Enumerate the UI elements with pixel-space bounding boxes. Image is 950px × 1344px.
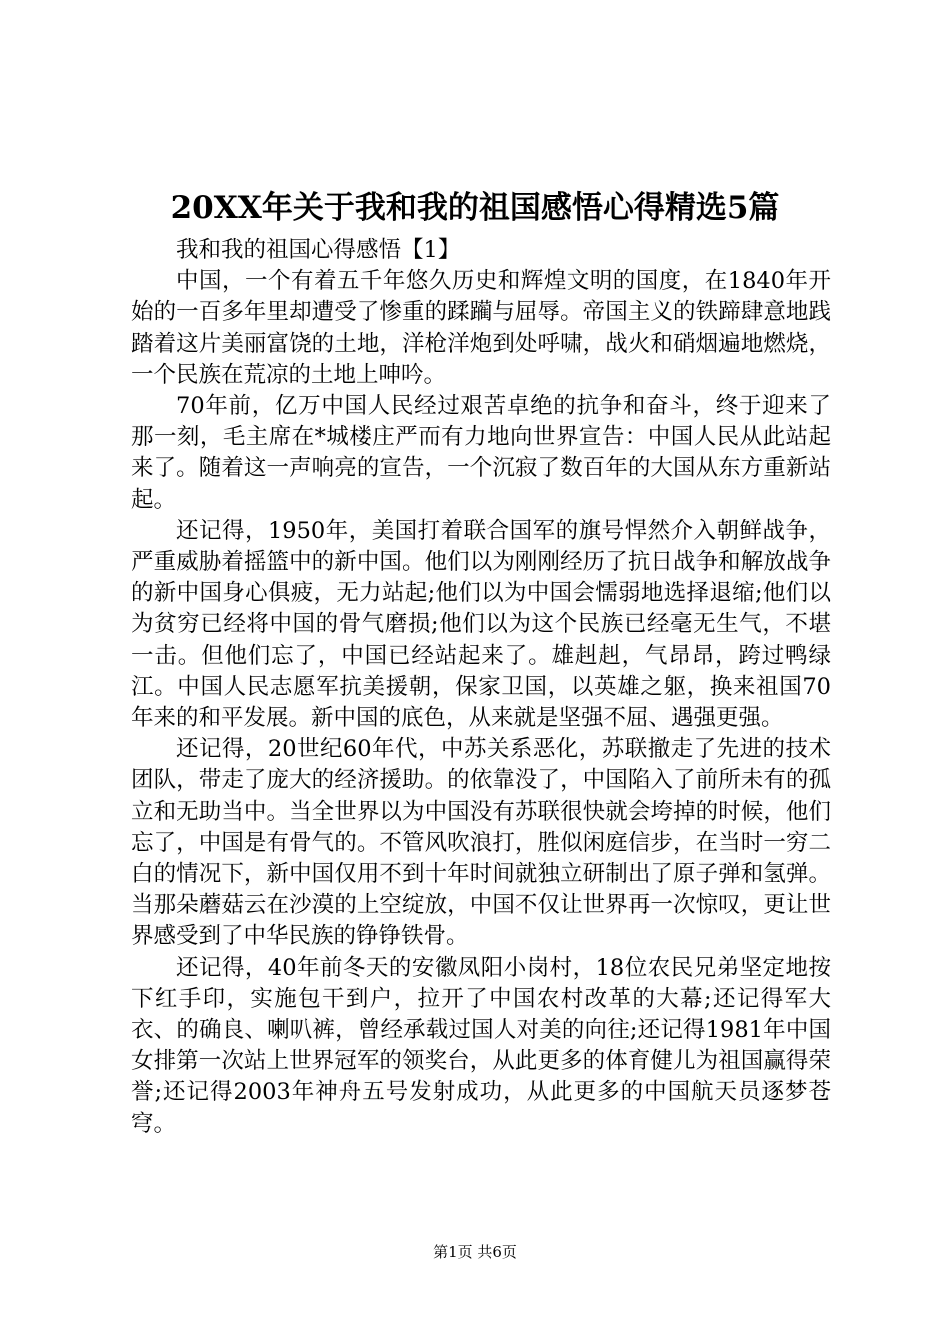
paragraph: 还记得，20世纪60年代，中苏关系恶化，苏联撤走了先进的技术团队，带走了庞大的经济援助。的依靠没了，中国陷入了前所未有的孤立和无助当中。当全世界以为中国没有苏联很快就会垮掉的时候，他们忘了，中国是有骨气的。不管风吹浪打，胜似闲庭信步，在当时一穷二白的情况下，新中国仅用不到十年时间就独立研制出了原子弹和氢弹。当那朵蘑菇云在沙漠的上空绽放，中国不仅让世界再一次惊叹，更让世界感受到了中华民族的铮铮铁骨。 [131, 736, 831, 950]
paragraph: 还记得，1950年，美国打着联合国军的旗号悍然介入朝鲜战争，严重威胁着摇篮中的新中国。他们以为刚刚经历了抗日战争和解放战争的新中国身心俱疲，无力站起;他们以为中国会懦弱地选择退缩;他们以为贫穷已经将中国的骨气磨损;他们以为这个民族已经毫无生气，不堪一击。但他们忘了，中国已经站起来了。雄赳赳，气昂昂，跨过鸭绿江。中国人民志愿军抗美援朝，保家卫国，以英雄之躯，换来祖国70年来的和平发展。新中国的底色，从来就是坚强不屈、遇强更强。 [131, 517, 831, 732]
paragraph: 还记得，40年前冬天的安徽凤阳小岗村，18位农民兄弟坚定地按下红手印，实施包干到户，拉开了中国农村改革的大幕;还记得军大衣、的确良、喇叭裤，曾经承载过国人对美的向往;还记得1981年中国女排第一次站上世界冠军的领奖台，从此更多的体育健儿为祖国赢得荣誉;还记得2003年神舟五号发射成功，从此更多的中国航天员逐梦苍穹。 [131, 954, 831, 1137]
document-body [131, 235, 831, 1140]
page-number-footer: 第1页 共6页 [433, 1243, 517, 1261]
section-heading: 我和我的祖国心得感悟【1】 [176, 237, 461, 263]
document-title: 20XX年关于我和我的祖国感悟心得精选5篇 [170, 190, 780, 226]
paragraph: 70年前，亿万中国人民经过艰苦卓绝的抗争和奋斗，终于迎来了那一刻，毛主席在*城楼庄严而有力地向世界宣告：中国人民从此站起来了。随着这一声响亮的宣告，一个沉寂了数百年的大国从东方重新站起。 [131, 393, 831, 513]
paragraph: 中国，一个有着五千年悠久历史和辉煌文明的国度，在1840年开始的一百多年里却遭受了惨重的蹂躏与屈辱。帝国主义的铁蹄肆意地践踏着这片美丽富饶的土地，洋枪洋炮到处呼啸，战火和硝烟遍地燃烧，一个民族在荒凉的土地上呻吟。 [131, 268, 831, 388]
